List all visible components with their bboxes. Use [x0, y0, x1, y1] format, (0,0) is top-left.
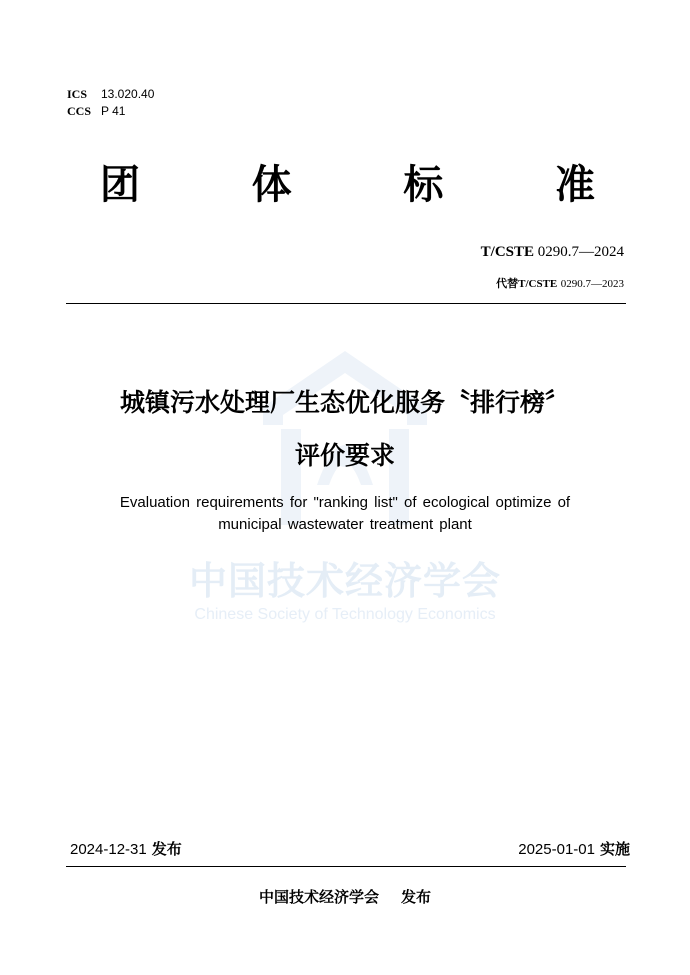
ics-label: ICS [67, 87, 88, 101]
standard-number-value: 0290.7—2024 [537, 244, 624, 260]
watermark-english-text: Chinese Society of Technology Economics [194, 606, 496, 623]
publisher-action: 发布 [401, 888, 432, 906]
chinese-title-line-2: 评价要求 [294, 441, 395, 470]
publisher-name: 中国技术经济学会 [258, 888, 379, 906]
standard-code: T/CSTE [480, 244, 534, 260]
replaces-code: T/CSTE [518, 278, 558, 290]
top-divider [66, 303, 626, 304]
replaces-number: 0290.7—2023 [560, 278, 624, 290]
replaces-prefix: 代替 [496, 277, 519, 290]
title-char-1: 团 [100, 162, 140, 208]
standard-type-title [100, 160, 595, 210]
issue-date-value: 2024-12-31 [70, 841, 147, 858]
publisher [200, 886, 490, 907]
ics-value: 13.020.40 [101, 87, 155, 101]
implementation-date-value: 2025-01-01 [518, 841, 595, 858]
title-char-3: 标 [403, 162, 444, 208]
english-title-line-2: municipal wastewater treatment plant [218, 516, 472, 533]
bottom-divider [66, 866, 626, 867]
issue-date [70, 838, 182, 859]
title-char-2: 体 [251, 162, 292, 208]
ccs-value: P 41 [101, 104, 126, 118]
ccs-row [67, 103, 154, 120]
ics-row [67, 86, 154, 103]
implementation-date [518, 838, 630, 859]
english-title-line-1: Evaluation requirements for "ranking list" of ecological optimize of [119, 494, 571, 511]
watermark-chinese-text: 中国技术经济学会 [188, 559, 501, 603]
chinese-title-line-1: 城镇污水处理厂生态优化服务〝排行榜〞 [119, 388, 570, 417]
classification-codes [67, 86, 154, 120]
ccs-label: CCS [67, 104, 92, 118]
title-char-4: 准 [554, 162, 595, 208]
implementation-label: 实施 [599, 840, 630, 858]
replaces-standard [496, 275, 624, 291]
standard-number [481, 244, 624, 261]
issue-label: 发布 [151, 840, 182, 858]
